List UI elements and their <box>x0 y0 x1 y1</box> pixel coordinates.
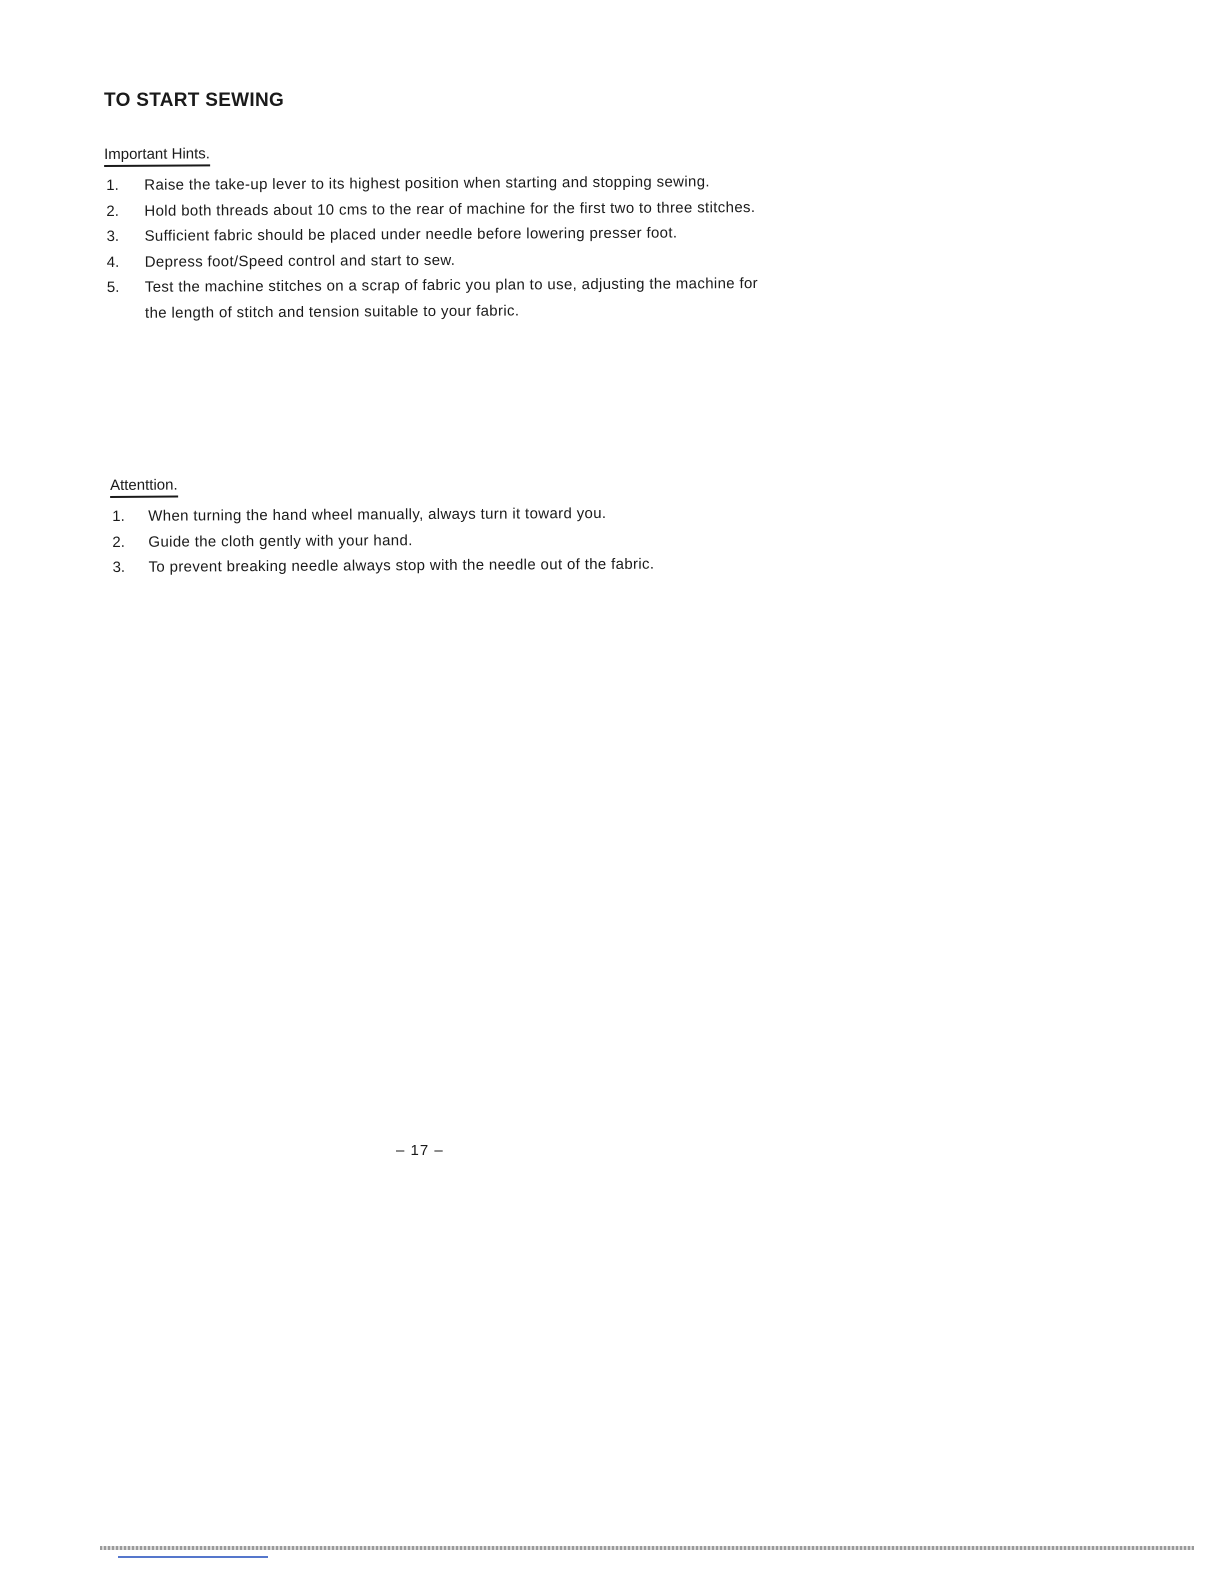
bottom-accent-line <box>118 1556 268 1558</box>
list-item <box>104 220 764 250</box>
list-item <box>105 245 765 275</box>
item-number: 1. <box>112 507 125 525</box>
important-hints-section <box>104 142 765 326</box>
item-number: 2. <box>106 202 119 220</box>
list-item <box>104 551 764 581</box>
attention-section <box>104 473 765 581</box>
list-item <box>105 271 765 326</box>
attention-list <box>104 500 764 581</box>
important-hints-list <box>104 169 765 326</box>
item-number: 2. <box>112 533 125 551</box>
page-title: TO START SEWING <box>104 90 285 111</box>
bottom-scan-edge <box>100 1546 1194 1550</box>
attention-heading: Attenttion. <box>110 477 178 498</box>
page-number: – 17 – <box>396 1142 444 1159</box>
list-item <box>104 525 764 555</box>
important-hints-heading: Important Hints. <box>104 145 210 167</box>
item-text: Hold both threads about 10 cms to the rear of machine for the first two to three stitches. <box>144 198 756 220</box>
item-text: Depress foot/Speed control and start to sew. <box>144 251 456 271</box>
list-item <box>104 194 764 224</box>
item-text: Sufficient fabric should be placed under needle before lowering presser foot. <box>144 224 678 245</box>
item-number: 1. <box>106 176 119 194</box>
list-item <box>104 500 764 530</box>
item-number: 3. <box>112 558 126 576</box>
item-text: Guide the cloth gently with your hand. <box>148 531 413 551</box>
item-number: 4. <box>106 253 120 271</box>
item-number: 5. <box>106 278 120 296</box>
item-text: Raise the take-up lever to its highest position when starting and stopping sewing. <box>144 173 710 194</box>
list-item <box>104 169 764 199</box>
item-text: Test the machine stitches on a scrap of fabric you plan to use, adjusting the machine for the length of stitch and tension suitable to your fabric. <box>144 275 759 322</box>
item-text: When turning the hand wheel manually, always turn it toward you. <box>148 504 607 525</box>
item-number: 3. <box>106 227 120 245</box>
item-text: To prevent breaking needle always stop with the needle out of the fabric. <box>148 555 655 576</box>
